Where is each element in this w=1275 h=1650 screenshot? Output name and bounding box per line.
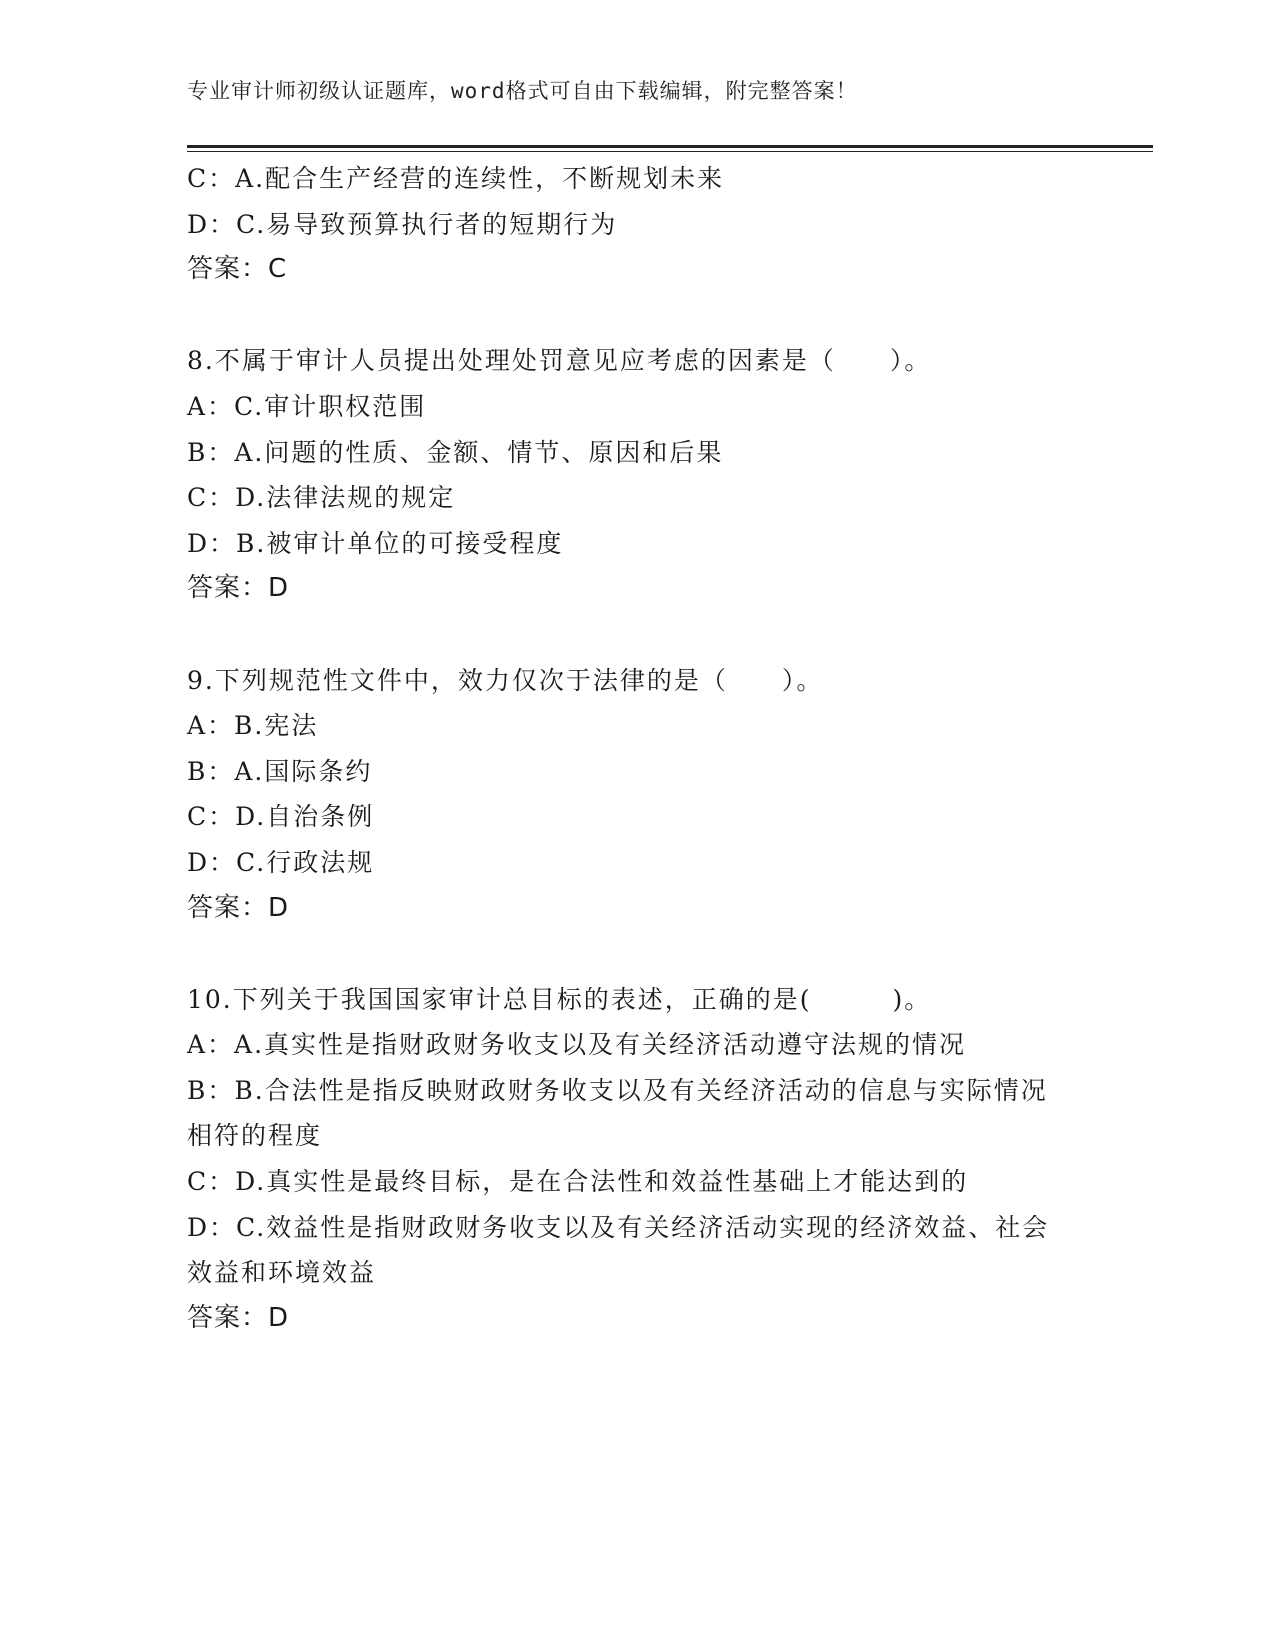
option-line: A：C.审计职权范围	[187, 391, 427, 421]
answer-line: 答案：D	[187, 573, 290, 604]
question-10	[187, 977, 1087, 1342]
option-line: B：B.合法性是指反映财政财务收支以及有关经济活动的信息与实际情况相符的程度	[187, 1075, 1048, 1151]
question-stem: 8.不属于审计人员提出处理处罚意见应考虑的因素是（ ）。	[187, 346, 932, 376]
header-rule-thick	[187, 145, 1153, 148]
option-line: B：A.国际条约	[187, 756, 373, 786]
answer-line: 答案：C	[187, 254, 288, 285]
question-stem: 9.下列规范性文件中，效力仅次于法律的是（ ）。	[187, 665, 824, 695]
option-line: D：C.行政法规	[187, 847, 375, 877]
answer-line: 答案：D	[187, 892, 290, 923]
option-line: C：D.法律法规的规定	[187, 483, 456, 513]
option-line: C：D.真实性是最终目标，是在合法性和效益性基础上才能达到的	[187, 1167, 969, 1197]
page-header: 专业审计师初级认证题库，word格式可自由下载编辑，附完整答案！	[187, 79, 858, 103]
continued-question	[187, 156, 1087, 293]
spacer	[187, 931, 1087, 977]
question-stem: 10.下列关于我国国家审计总目标的表述，正确的是( )。	[187, 984, 932, 1014]
question-content	[187, 156, 1087, 1341]
option-line: D：C.效益性是指财政财务收支以及有关经济活动实现的经济效益、社会效益和环境效益	[187, 1212, 1050, 1288]
answer-line: 答案：D	[187, 1302, 290, 1333]
option-line: C：A.配合生产经营的连续性，不断规划未来	[187, 164, 725, 193]
option-line: B：A.问题的性质、金额、情节、原因和后果	[187, 437, 724, 467]
spacer	[187, 293, 1087, 339]
option-line: C：D.自治条例	[187, 802, 375, 832]
option-line: D：C.易导致预算执行者的短期行为	[187, 209, 618, 239]
question-8	[187, 338, 1087, 612]
header-rule-thin	[187, 151, 1153, 152]
spacer	[187, 612, 1087, 658]
option-line: A：A.真实性是指财政财务收支以及有关经济活动遵守法规的情况	[187, 1030, 967, 1060]
option-line: A：B.宪法	[187, 711, 319, 741]
option-line: D：B.被审计单位的可接受程度	[187, 528, 564, 558]
question-9	[187, 658, 1087, 932]
